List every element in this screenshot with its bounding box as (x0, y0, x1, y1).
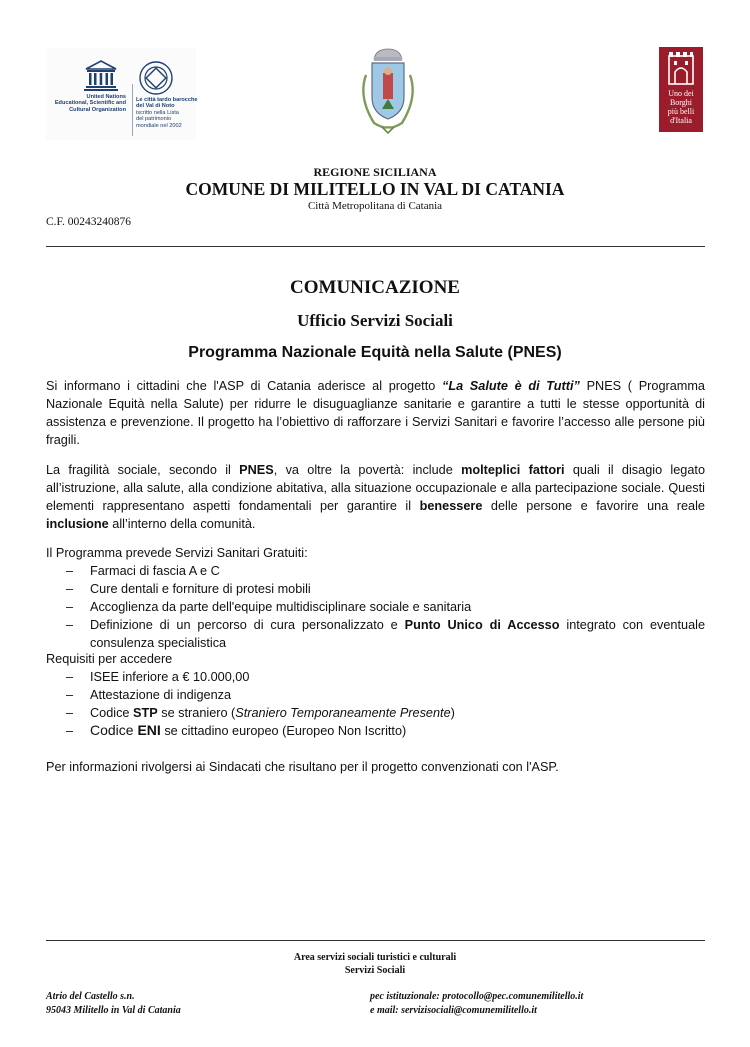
communication-title: COMUNICAZIONE (290, 277, 460, 298)
world-heritage-caption: Le città tardo barocche del Val di Noto iscritto nella Lista del patrimonio mondiale nel 2002 (136, 97, 198, 129)
office-title: Ufficio Servizi Sociali (297, 311, 453, 330)
service-item: Cure dentali e forniture di protesi mobili (90, 582, 311, 596)
list-bullet: – (66, 618, 74, 632)
list-bullet: – (66, 564, 74, 578)
region-heading: REGIONE SICILIANA (313, 165, 437, 179)
temple-icon (84, 59, 118, 91)
tax-code: C.F. 00243240876 (46, 216, 132, 228)
list-bullet: – (66, 724, 74, 738)
footer-area: Area servizi sociali turistici e culturali (293, 952, 457, 963)
requirement-item: Codice ENI se cittadino europeo (Europeo Non Iscritto) (90, 722, 407, 738)
info-line: Per informazioni rivolgersi ai Sindacati che risultano per il progetto convenzionati con l'ASP. (46, 760, 559, 774)
list-bullet: – (66, 582, 74, 596)
footer-divider (46, 940, 705, 941)
footer-address: Atrio del Castello s.n. 95043 Militello in Val di Catania (46, 991, 181, 1016)
list-bullet: – (66, 600, 74, 614)
requirement-item: ISEE inferiore a € 10.000,00 (90, 670, 250, 684)
coat-of-arms-logo (352, 45, 424, 135)
municipality-heading: COMUNE DI MILITELLO IN VAL DI CATANIA (185, 179, 565, 199)
email-link[interactable]: e mail: servizisociali@comunemilitello.it (370, 1005, 537, 1016)
list-bullet: – (66, 688, 74, 702)
fragility-paragraph: La fragilità sociale, secondo il PNES, va oltre la povertà: include molteplici fattori quali il disagio legato all’istruzione, alla salute, alla condizione abitativa, alla situazione occupazionale e alla partecipazione sociale. Questi elementi rappresentano aspetti fondamentali per garantire il benessere delle persone e favorire una reale inclusione all’interno della comunità. (46, 463, 705, 532)
list-bullet: – (66, 706, 74, 720)
program-title: Programma Nazionale Equità nella Salute (PNES) (188, 344, 562, 361)
services-intro: Il Programma prevede Servizi Sanitari Gratuiti: (46, 546, 308, 560)
service-item: Accoglienza da parte dell'equipe multidisciplinare sociale e sanitaria (90, 600, 472, 614)
logo-divider (132, 84, 133, 136)
requirements-intro: Requisiti per accedere (46, 652, 173, 666)
service-item: Farmaci di fascia A e C (90, 564, 220, 578)
pec-link[interactable]: pec istituzionale: protocollo@pec.comunemilitello.it (370, 991, 584, 1002)
unesco-logo (46, 48, 196, 140)
footer-service: Servizi Sociali (344, 965, 406, 976)
footer-contacts (370, 990, 583, 1018)
borghi-caption: Uno dei Borghi più belli d'Italia (667, 89, 695, 125)
requirement-item: Attestazione di indigenza (90, 688, 232, 702)
service-item: Definizione di un percorso di cura personalizzato e Punto Unico di Accesso integrato con eventuale consulenza specialistica (90, 618, 705, 650)
borghi-piu-belli-logo (659, 47, 703, 132)
intro-paragraph: Si informano i cittadini che l'ASP di Catania aderisce al progetto “La Salute è di Tutti” PNES ( Programma Nazionale Equità nella Salute) per ridurre le disuguaglianze sanitarie e garantire a tutti le stesse opportunità di assistenza e prevenzione. Il progetto ha l’obiettivo di rafforzare i Servizi Sanitari e favorire l’accesso alle persone più fragili. (46, 379, 705, 448)
world-heritage-emblem-icon (138, 60, 174, 96)
header-divider (46, 246, 705, 247)
castle-icon (665, 52, 697, 86)
list-bullet: – (66, 670, 74, 684)
metropolitan-city-subheading: Città Metropolitana di Catania (307, 200, 443, 212)
requirement-item: Codice STP se straniero (Straniero Temporaneamente Presente) (90, 706, 455, 720)
unesco-caption: United Nations Educational, Scientific and Cultural Organization (54, 94, 126, 113)
